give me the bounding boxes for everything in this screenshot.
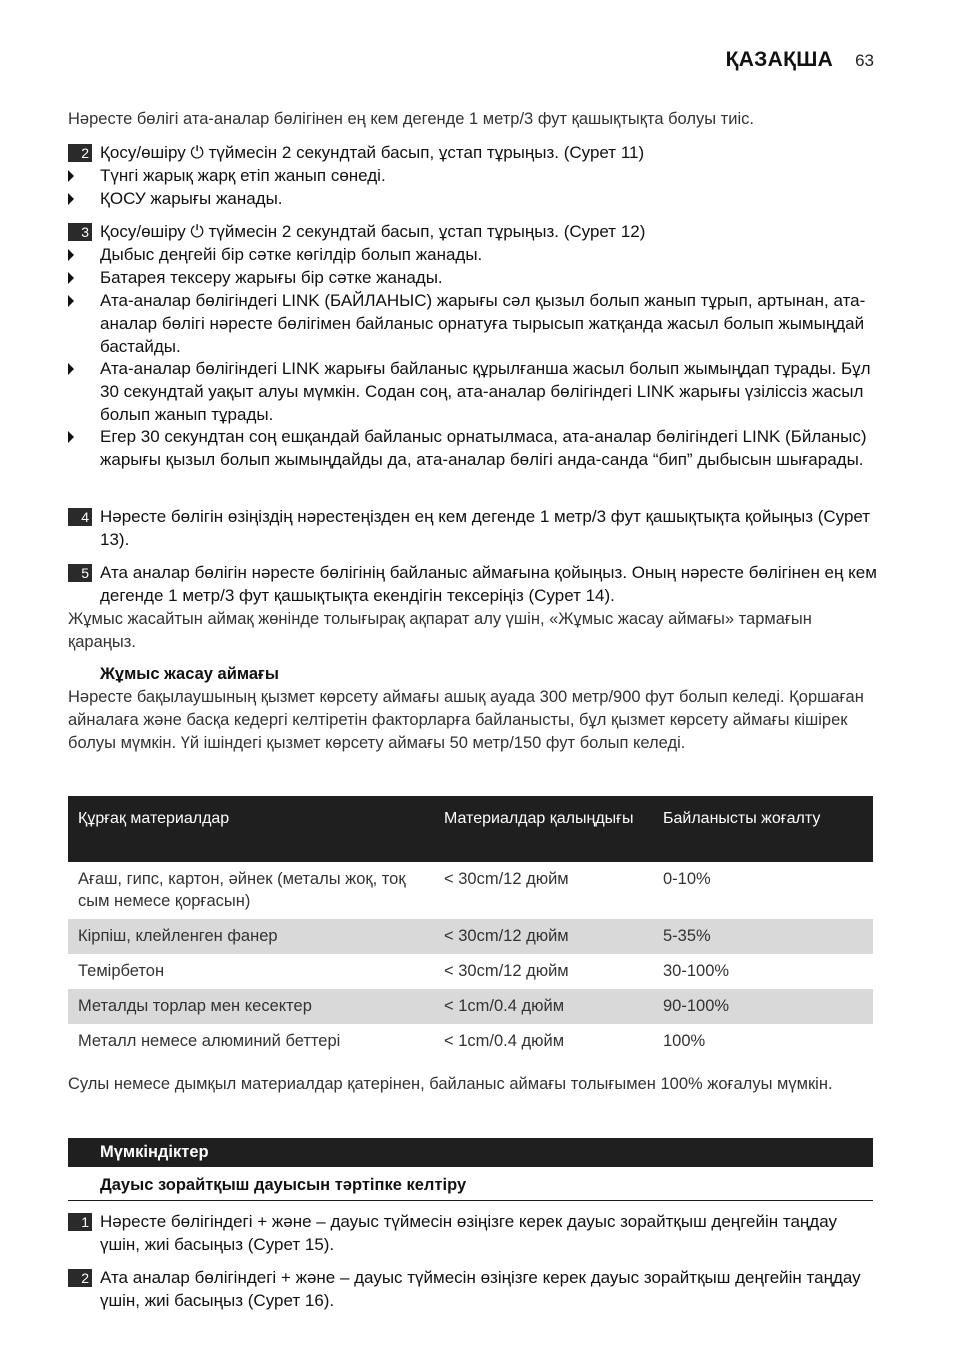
table-cell: 90-100%: [653, 989, 873, 1024]
step-text: Қосу/өшіру ⏻ түймесін 2 секундтай басып, ұстап тұрыңыз. (Сурет 11): [100, 143, 645, 162]
bullet-triangle-icon: [68, 272, 74, 284]
table-cell: Кірпіш, клейленген фанер: [68, 919, 434, 954]
bullet-item: [68, 187, 878, 210]
table-cell: Темірбетон: [78, 962, 165, 980]
bullet-text: Түнгі жарық жарқ етіп жанып сөнеді.: [100, 166, 386, 185]
bullet-text: Батарея тексеру жарығы бір сәтке жанады.: [100, 268, 443, 287]
bullet-text: Егер 30 секундтан соң ешқандай байланыс орнатылмаса, ата-аналар бөлігіндегі LINK (Бйланыс) жарығы қызыл болып жымыңдайды да, ата-аналар бөлігі анда-санда “бип” дыбысын шығарады.: [100, 427, 867, 469]
bullet-text: Ата-аналар бөлігіндегі LINK жарығы байланыс құрылғанша жасыл болып жымыңдап тұрады. Бұл 30 секундтай уақыт алуы мүмкін. Содан соң, ата-аналар бөлігіндегі LINK жарығы үзіліссіз жасыл болып жанып тұрады.: [100, 359, 871, 424]
bullet-triangle-icon: [68, 249, 74, 261]
section-title: Мүмкіндіктер: [100, 1143, 209, 1161]
section-title-bar: [68, 1138, 873, 1167]
step-text: Ата аналар бөлігін нәресте бөлігінің байланыс аймағына қойыңыз. Оның нәресте бөлігінен ең кем дегенде 1 метр/3 фут қашықтықта екендігін тексеріңіз (Сурет 14).: [100, 563, 877, 605]
bullet-text: ҚОСУ жарығы жанады.: [100, 189, 283, 208]
table-row: [68, 954, 873, 989]
table-cell: < 1cm/0.4 дюйм: [434, 989, 653, 1024]
table-cell: < 30cm/12 дюйм: [434, 919, 653, 954]
table-row: [68, 1024, 873, 1059]
step-text: Ата аналар бөлігіндегі + және – дауыс түймесін өзіңізге керек дауыс зорайтқыш деңгейін таңдау үшін, жиі басыңыз (Сурет 16).: [100, 1268, 861, 1310]
table-cell: < 1cm/0.4 дюйм: [444, 1032, 565, 1050]
table-cell: < 30cm/12 дюйм: [444, 870, 569, 888]
bullet-item: [68, 243, 878, 266]
page-number: 63: [855, 51, 874, 70]
step-4: [68, 505, 878, 551]
step-number: 5: [68, 564, 92, 582]
step-number: 4: [68, 508, 92, 526]
table-cell: 30-100%: [663, 962, 730, 980]
bullet-triangle-icon: [68, 363, 74, 375]
table-cell: Металл немесе алюминий беттері: [78, 1032, 341, 1050]
wet-materials-note: Сулы немесе дымқыл материалдар қатерінен, байланыс аймағы толығымен 100% жоғалуы мүмкін.: [68, 1075, 833, 1093]
step-number: 3: [68, 223, 92, 241]
step-2-a: [68, 141, 878, 164]
table-cell: 5-35%: [653, 919, 873, 954]
feature-step-2: [68, 1266, 878, 1312]
operating-range-heading: Жұмыс жасау аймағы: [100, 665, 279, 683]
subsection-heading: [68, 1176, 873, 1201]
bullet-item: [68, 164, 878, 187]
range-note: Жұмыс жасайтын аймақ жөнінде толығырақ ақпарат алу үшін, «Жұмыс жасау аймағы» тармағын қараңыз.: [68, 610, 812, 651]
bullet-item: [68, 425, 878, 471]
column-header: Материалдар қалыңдығы: [434, 796, 653, 862]
bullet-triangle-icon: [68, 170, 74, 182]
table-row: [68, 862, 873, 919]
step-3: [68, 220, 878, 243]
bullet-triangle-icon: [68, 431, 74, 443]
step-5: [68, 561, 878, 607]
language-label: ҚАЗАҚША: [725, 48, 834, 71]
step-text: Нәресте бөлігіндегі + және – дауыс түймесін өзіңізге керек дауыс зорайтқыш деңгейін таңдау үшін, жиі басыңыз (Сурет 15).: [100, 1212, 837, 1254]
step-number: 2: [68, 144, 92, 162]
table-cell: Ағаш, гипс, картон, әйнек (металы жоқ, тоқ сым немесе қорғасын): [78, 870, 406, 910]
bullet-item: [68, 289, 878, 358]
table-cell: Металды торлар мен кесектер: [68, 989, 434, 1024]
bullet-item: [68, 357, 878, 426]
bullet-text: Ата-аналар бөлігіндегі LINK (БАЙЛАНЫС) жарығы сәл қызыл болып жанып тұрып, артынан, ата-аналар бөлігі нәресте бөлігімен байланыс орнатуға тырысып жатқанда жасыл болып жымыңдай бастайды.: [100, 291, 866, 356]
step-number: 2: [68, 1269, 92, 1287]
subsection-title: Дауыс зорайтқыш дауысын тәртіпке келтіру: [100, 1176, 467, 1194]
table-row: [68, 989, 873, 1024]
intro-text: Нәресте бөлігі ата-аналар бөлігінен ең кем дегенде 1 метр/3 фут қашықтықта болуы тиіс.: [68, 110, 754, 128]
column-header: Құрғақ материалдар: [68, 796, 434, 862]
table-cell: 0-10%: [663, 870, 711, 888]
operating-range-text: Нәресте бақылаушының қызмет көрсету аймағы ашық ауада 300 метр/900 фут болып келеді. Қоршаған айналаға және басқа кедергі келтіретін факторларға байланысты, бұл қызмет көрсету аймағы кішірек болуы мүмкін. Үй ішіндегі қызмет көрсету аймағы 50 метр/150 фут болып келеді.: [68, 688, 864, 752]
bullet-triangle-icon: [68, 193, 74, 205]
bullet-item: [68, 266, 878, 289]
table-header-row: [68, 796, 873, 862]
table-cell: < 30cm/12 дюйм: [444, 962, 569, 980]
bullet-text: Дыбыс деңгейі бір сәтке көгілдір болып жанады.: [100, 245, 483, 264]
step-number: 1: [68, 1213, 92, 1231]
feature-step-1: [68, 1210, 878, 1256]
materials-table: [68, 796, 873, 1059]
bullet-triangle-icon: [68, 295, 74, 307]
table-row: [68, 919, 873, 954]
step-text: Нәресте бөлігін өзіңіздің нәрестеңізден ең кем дегенде 1 метр/3 фут қашықтықта қойыңыз (Сурет 13).: [100, 507, 871, 549]
page-header: [726, 48, 874, 72]
step-text: Қосу/өшіру ⏻ түймесін 2 секундтай басып, ұстап тұрыңыз. (Сурет 12): [100, 222, 646, 241]
column-header: Байланысты жоғалту: [653, 796, 873, 862]
table-cell: 100%: [663, 1032, 706, 1050]
